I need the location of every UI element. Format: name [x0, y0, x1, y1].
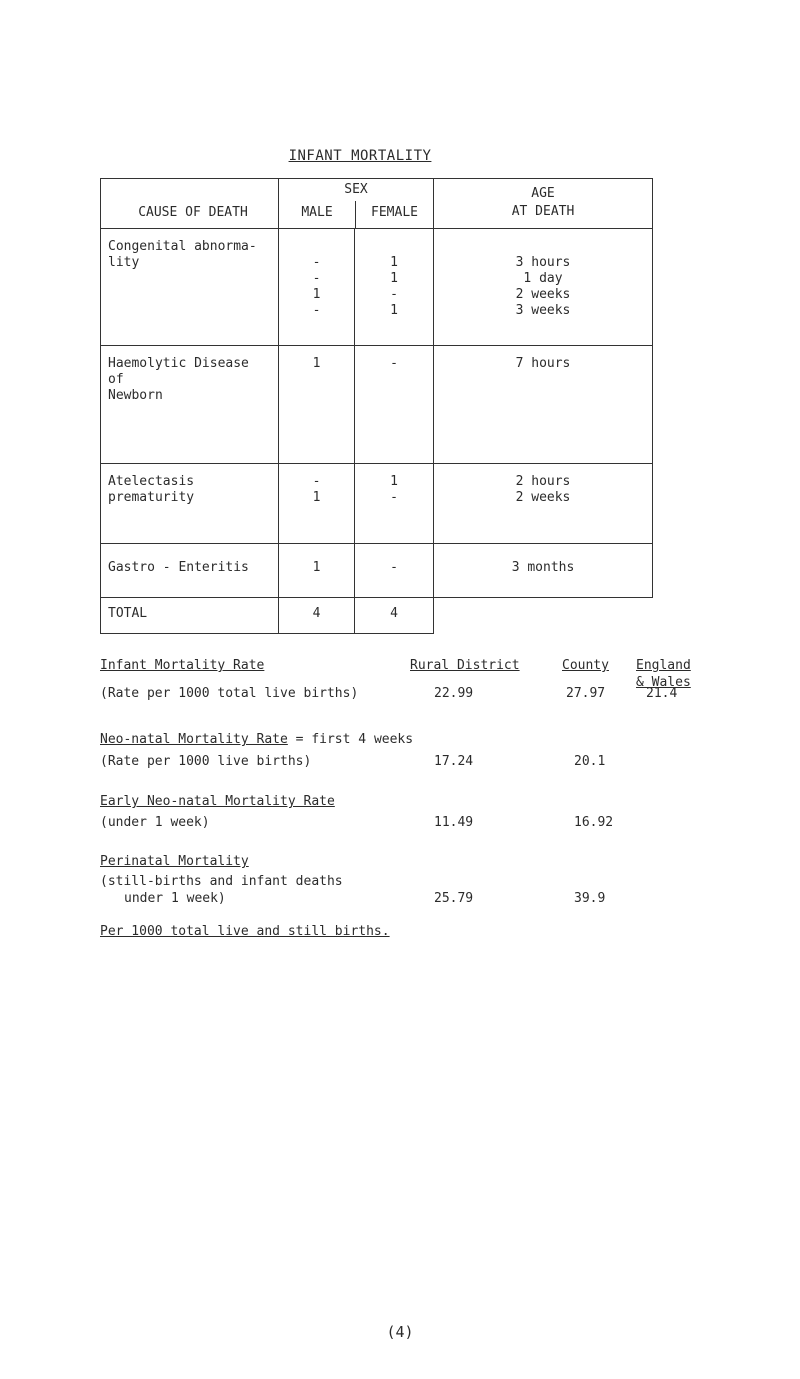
male-cell: 1 [279, 346, 355, 464]
neonatal-suffix: = first 4 weeks [295, 732, 414, 747]
age-cell: 3 hours 1 day 2 weeks 3 weeks [434, 229, 653, 346]
perinatal-label-1: (still-births and infant deaths [100, 874, 343, 889]
perinatal-rural: 25.79 [434, 891, 474, 906]
early-neonatal-county: 16.92 [574, 815, 614, 830]
header-male: MALE [279, 201, 356, 228]
cause-cell: Gastro - Enteritis [101, 544, 279, 598]
total-age-empty [434, 598, 653, 634]
perinatal-county: 39.9 [574, 891, 606, 906]
female-cell: - [355, 544, 434, 598]
cause-cell: Haemolytic Disease of Newborn [101, 346, 279, 464]
age-cell: 3 months [434, 544, 653, 598]
table-row [101, 464, 653, 544]
neonatal-label: (Rate per 1000 live births) [100, 754, 312, 769]
rates-footer: Per 1000 total live and still births. [100, 924, 390, 939]
header-sex-label: SEX [344, 182, 368, 197]
header-age-label: AGE [531, 186, 555, 201]
infant-rate-county: 27.97 [566, 686, 606, 701]
infant-rate-rural: 22.99 [434, 686, 474, 701]
header-row [101, 179, 653, 229]
total-female: 4 [355, 598, 434, 634]
infant-mortality-table [100, 178, 653, 634]
page-number: (4) [386, 1323, 414, 1341]
header-cause: CAUSE OF DEATH [101, 179, 279, 229]
table-row [101, 346, 653, 464]
total-label: TOTAL [101, 598, 279, 634]
male-cell: - - 1 - [279, 229, 355, 346]
male-cell: - 1 [279, 464, 355, 544]
col-england: England [636, 658, 691, 673]
female-cell: 1 1 - 1 [355, 229, 434, 346]
table-row [101, 544, 653, 598]
page-title: INFANT MORTALITY [288, 148, 432, 164]
infant-rate-heading: Infant Mortality Rate [100, 658, 265, 673]
col-england-wales: & Wales [636, 675, 691, 690]
header-female: FEMALE [371, 205, 418, 220]
header-age [434, 179, 653, 229]
col-county: County [562, 658, 609, 673]
table-row [101, 229, 653, 346]
age-cell: 2 hours 2 weeks [434, 464, 653, 544]
infant-rate-england: 21.4 [646, 686, 678, 701]
early-neonatal-heading: Early Neo-natal Mortality Rate [100, 794, 335, 809]
header-age-sub: AT DEATH [511, 204, 575, 219]
female-cell: - [355, 346, 434, 464]
neonatal-county: 20.1 [574, 754, 606, 769]
male-cell: 1 [279, 544, 355, 598]
perinatal-label-2: under 1 week) [124, 891, 226, 906]
infant-rate-label: (Rate per 1000 total live births) [100, 686, 359, 701]
neonatal-rural: 17.24 [434, 754, 474, 769]
total-male: 4 [279, 598, 355, 634]
age-cell: 7 hours [434, 346, 653, 464]
neonatal-heading: Neo-natal Mortality Rate [100, 732, 288, 747]
perinatal-heading: Perinatal Mortality [100, 854, 249, 869]
header-sex [279, 179, 434, 229]
early-neonatal-rural: 11.49 [434, 815, 474, 830]
col-rural: Rural District [410, 658, 520, 673]
total-row [101, 598, 653, 634]
cause-cell: Congenital abnorma- lity [101, 229, 279, 346]
early-neonatal-label: (under 1 week) [100, 815, 210, 830]
cause-cell: Atelectasis prematurity [101, 464, 279, 544]
female-cell: 1 - [355, 464, 434, 544]
